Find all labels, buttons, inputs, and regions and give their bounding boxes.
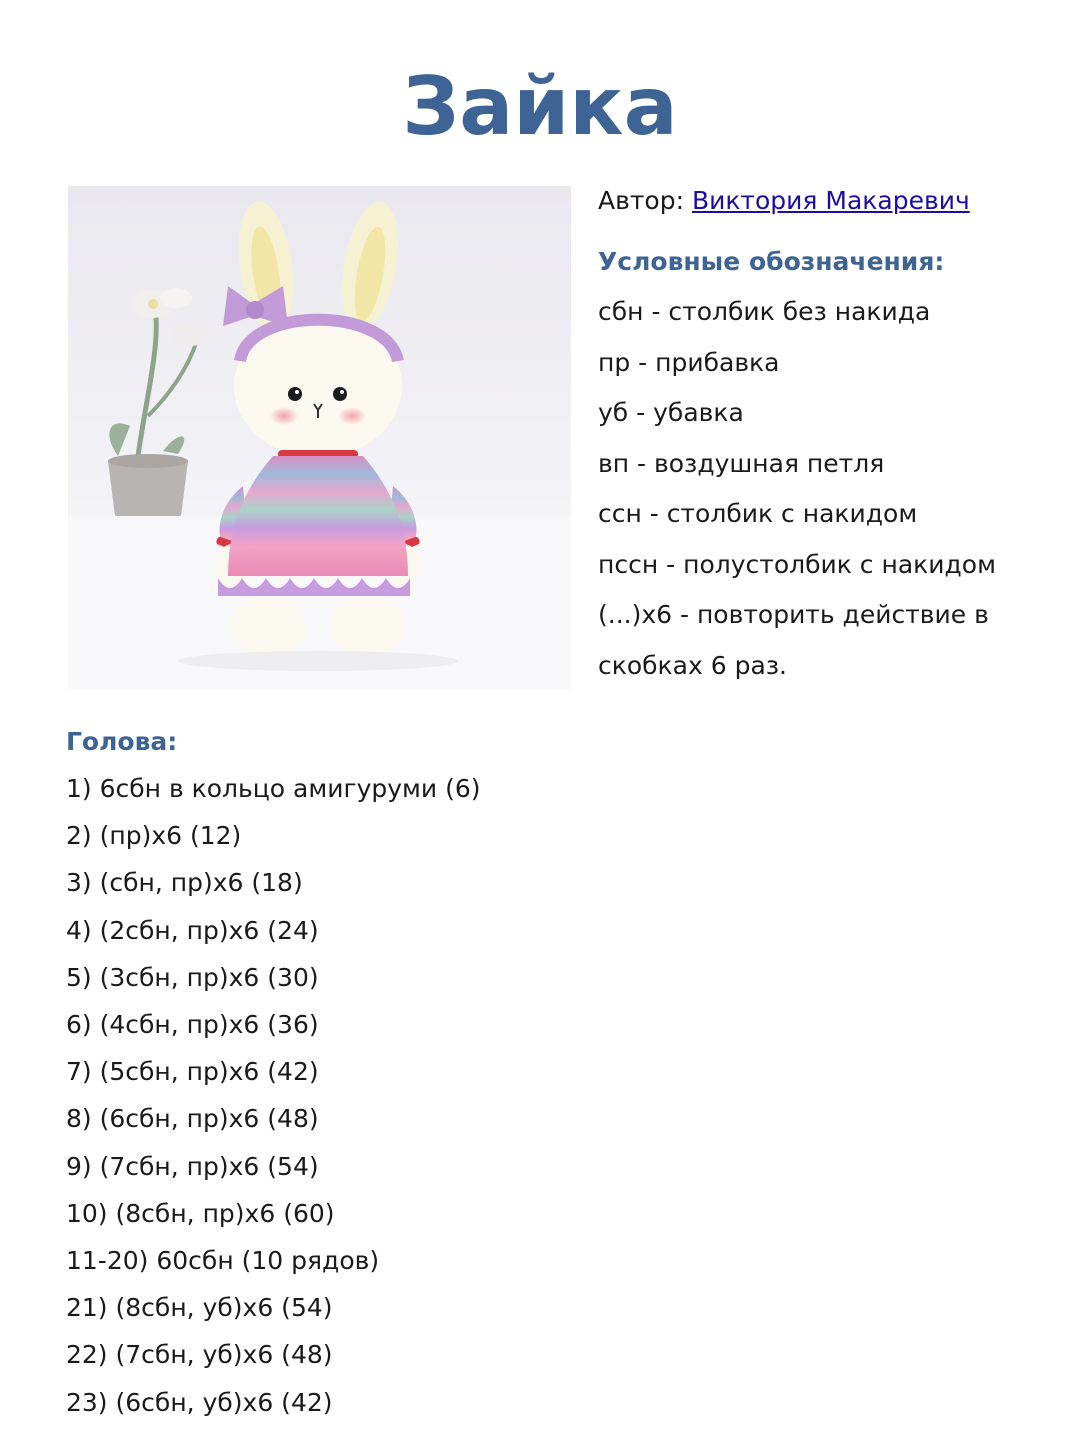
- pattern-row: 6) (4сбн, пр)х6 (36): [66, 1010, 319, 1040]
- legend-item: (...)х6 - повторить действие в скобках 6 раз.: [598, 600, 989, 680]
- pattern-row: 5) (3сбн, пр)х6 (30): [66, 962, 319, 992]
- author-link[interactable]: Виктория Макаревич: [691, 186, 970, 215]
- legend-heading: Условные обозначения:: [598, 246, 945, 276]
- pattern-row: 23) (6сбн, уб)х6 (42): [66, 1387, 333, 1417]
- author-label: Автор:: [598, 186, 692, 215]
- head-pattern-section: [66, 719, 1026, 1426]
- pattern-row: 3) (сбн, пр)х6 (18): [66, 868, 303, 898]
- legend-item: пссн - полустолбик с накидом: [598, 549, 996, 579]
- head-rows-list: [66, 765, 1026, 1426]
- legend-item: уб - убавка: [598, 398, 744, 427]
- pattern-row: 10) (8сбн, пр)х6 (60): [66, 1198, 335, 1228]
- pattern-row: 2) (пр)х6 (12): [66, 821, 242, 851]
- legend-panel: [598, 176, 1068, 691]
- pattern-row: 8) (6сбн, пр)х6 (48): [66, 1104, 319, 1134]
- amigurumi-bunny-photo: [68, 186, 571, 689]
- head-heading: Голова:: [66, 727, 178, 756]
- legend-item: сбн - столбик без накида: [598, 297, 931, 326]
- pattern-row: 4) (2сбн, пр)х6 (24): [66, 915, 319, 945]
- page-title: Зайка: [402, 60, 678, 153]
- legend-item: ссн - столбик с накидом: [598, 499, 918, 528]
- pattern-row: 11-20) 60сбн (10 рядов): [66, 1246, 380, 1276]
- bunny-illustration: [68, 186, 571, 689]
- pattern-row: 1) 6сбн в кольцо амигуруми (6): [66, 774, 481, 803]
- author-line: [598, 176, 1068, 227]
- pattern-row: 9) (7сбн, пр)х6 (54): [66, 1151, 319, 1181]
- pattern-row: 7) (5сбн, пр)х6 (42): [66, 1057, 319, 1087]
- pattern-row: 21) (8сбн, уб)х6 (54): [66, 1293, 333, 1323]
- pattern-row: 22) (7сбн, уб)х6 (48): [66, 1340, 333, 1370]
- legend-item: пр - прибавка: [598, 347, 780, 377]
- legend-item: вп - воздушная петля: [598, 448, 885, 478]
